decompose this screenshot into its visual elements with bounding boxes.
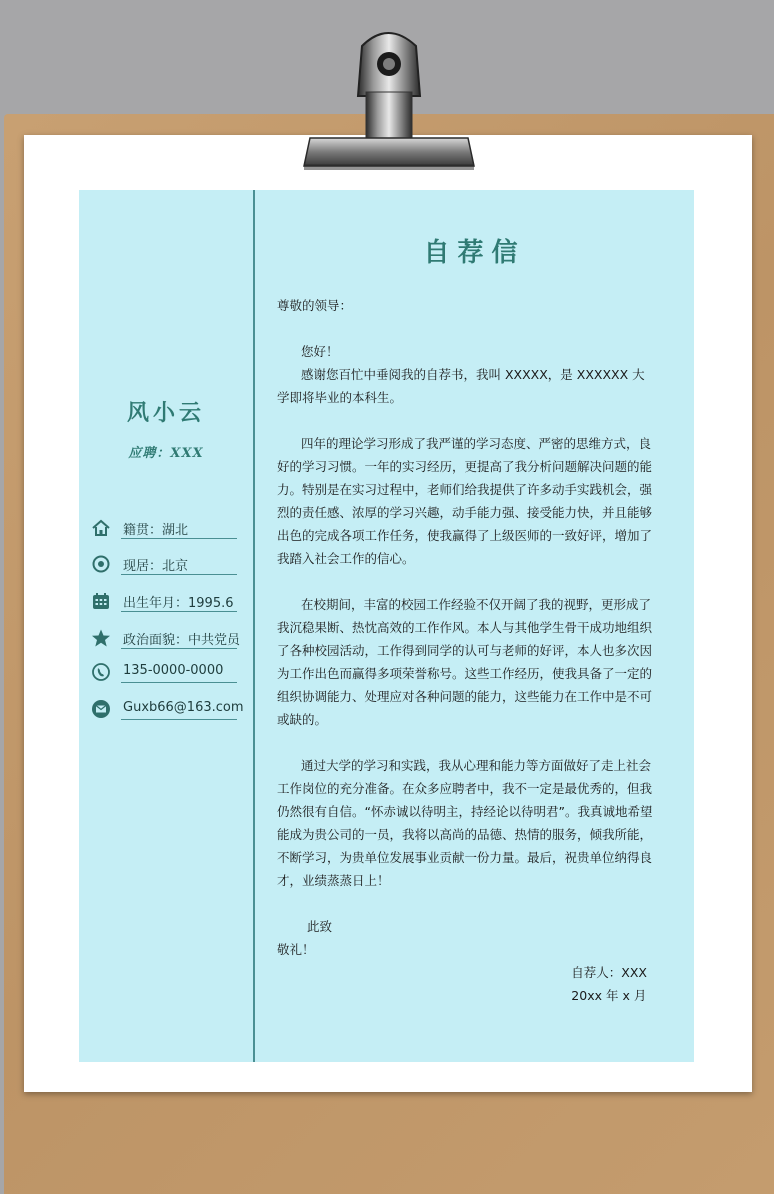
letter-signer: 自荐人：XXX: [571, 965, 647, 980]
info-row-phone: [91, 660, 239, 688]
letter-paragraph-1: 四年的理论学习形成了我严谨的学习态度、严密的思维方式，良好的学习习惯。一年的实习经历，更提高了我分析问题解决问题的能力。特别是在实习过程中，老师们给我提供了许多动手实践机会，强烈的责任感、浓厚的学习兴趣，动手能力强、接受能力快，并且能够出色的完成各项工作任务，使我赢得了上级医师的一致好评，增加了我踏入社会工作的信心。: [277, 436, 653, 566]
applicant-name: 风小云: [126, 400, 205, 426]
star-icon: [91, 628, 111, 648]
info-email: Guxb66@163.com: [123, 700, 244, 715]
letter-closing-1: 此致: [307, 919, 333, 934]
letter-paragraph-2: 在校期间，丰富的校园工作经验不仅开阔了我的视野，更形成了我沉稳果断、热忱高效的工作作风。本人与其他学生骨干成功地组织了各种校园活动，工作得到同学的认可与老师的好评，本人也多次因为工作出色而赢得多项荣誉称号。这些工作经历，使我具备了一定的组织协调能力、处理应对各种问题的能力，这些能力在工作中是不可或缺的。: [277, 597, 653, 727]
letter-intro: 感谢您百忙中垂阅我的自荐书，我叫 XXXXX，是 XXXXXX 大学即将毕业的本科生。: [277, 367, 645, 405]
home-icon: [91, 518, 111, 538]
info-row-political: [91, 626, 239, 654]
info-underline: [121, 574, 237, 575]
letter-greeting: 您好！: [301, 344, 339, 359]
email-icon: [91, 699, 111, 719]
info-row-hometown: [91, 516, 239, 544]
location-pin-icon: [91, 554, 111, 574]
phone-icon: [91, 662, 111, 682]
info-birth: 出生年月：1995.6: [123, 596, 234, 611]
page-title: 自荐信: [423, 238, 526, 268]
letter-closing-2: 敬礼！: [277, 942, 315, 957]
info-underline: [121, 538, 237, 539]
calendar-icon: [91, 591, 111, 611]
applied-position: 应聘：XXX: [128, 446, 204, 461]
resume-panel: [79, 190, 694, 1062]
info-underline: [121, 682, 237, 683]
signature-block: [277, 961, 655, 1007]
info-underline: [121, 648, 237, 649]
info-phone: 135-0000-0000: [123, 663, 224, 678]
column-divider: [253, 190, 255, 1062]
info-political: 政治面貌：中共党员: [123, 633, 241, 648]
letter-body: [277, 294, 655, 1007]
info-residence: 现居：北京: [123, 559, 189, 574]
info-hometown: 籍贯：湖北: [123, 523, 189, 538]
info-row-residence: [91, 552, 239, 580]
info-underline: [121, 719, 237, 720]
letter-paragraph-3: 通过大学的学习和实践，我从心理和能力等方面做好了走上社会工作岗位的充分准备。在众多应聘者中，我不一定是最优秀的，但我仍然很有自信。“怀赤诚以待明主，持经论以待明君”。我真诚地希望能成为贵公司的一员，我将以高尚的品德、热情的服务，倾我所能，不断学习，为贵单位发展事业贡献一份力量。最后，祝贵单位纳得良才，业绩蒸蒸日上！: [277, 758, 653, 888]
info-row-email: [91, 697, 244, 725]
binder-clip-icon: [296, 26, 480, 176]
letter-date: 20xx 年 x 月: [571, 988, 647, 1003]
info-underline: [121, 611, 237, 612]
letter-salutation: 尊敬的领导：: [277, 298, 353, 313]
info-row-birth: [91, 589, 239, 617]
